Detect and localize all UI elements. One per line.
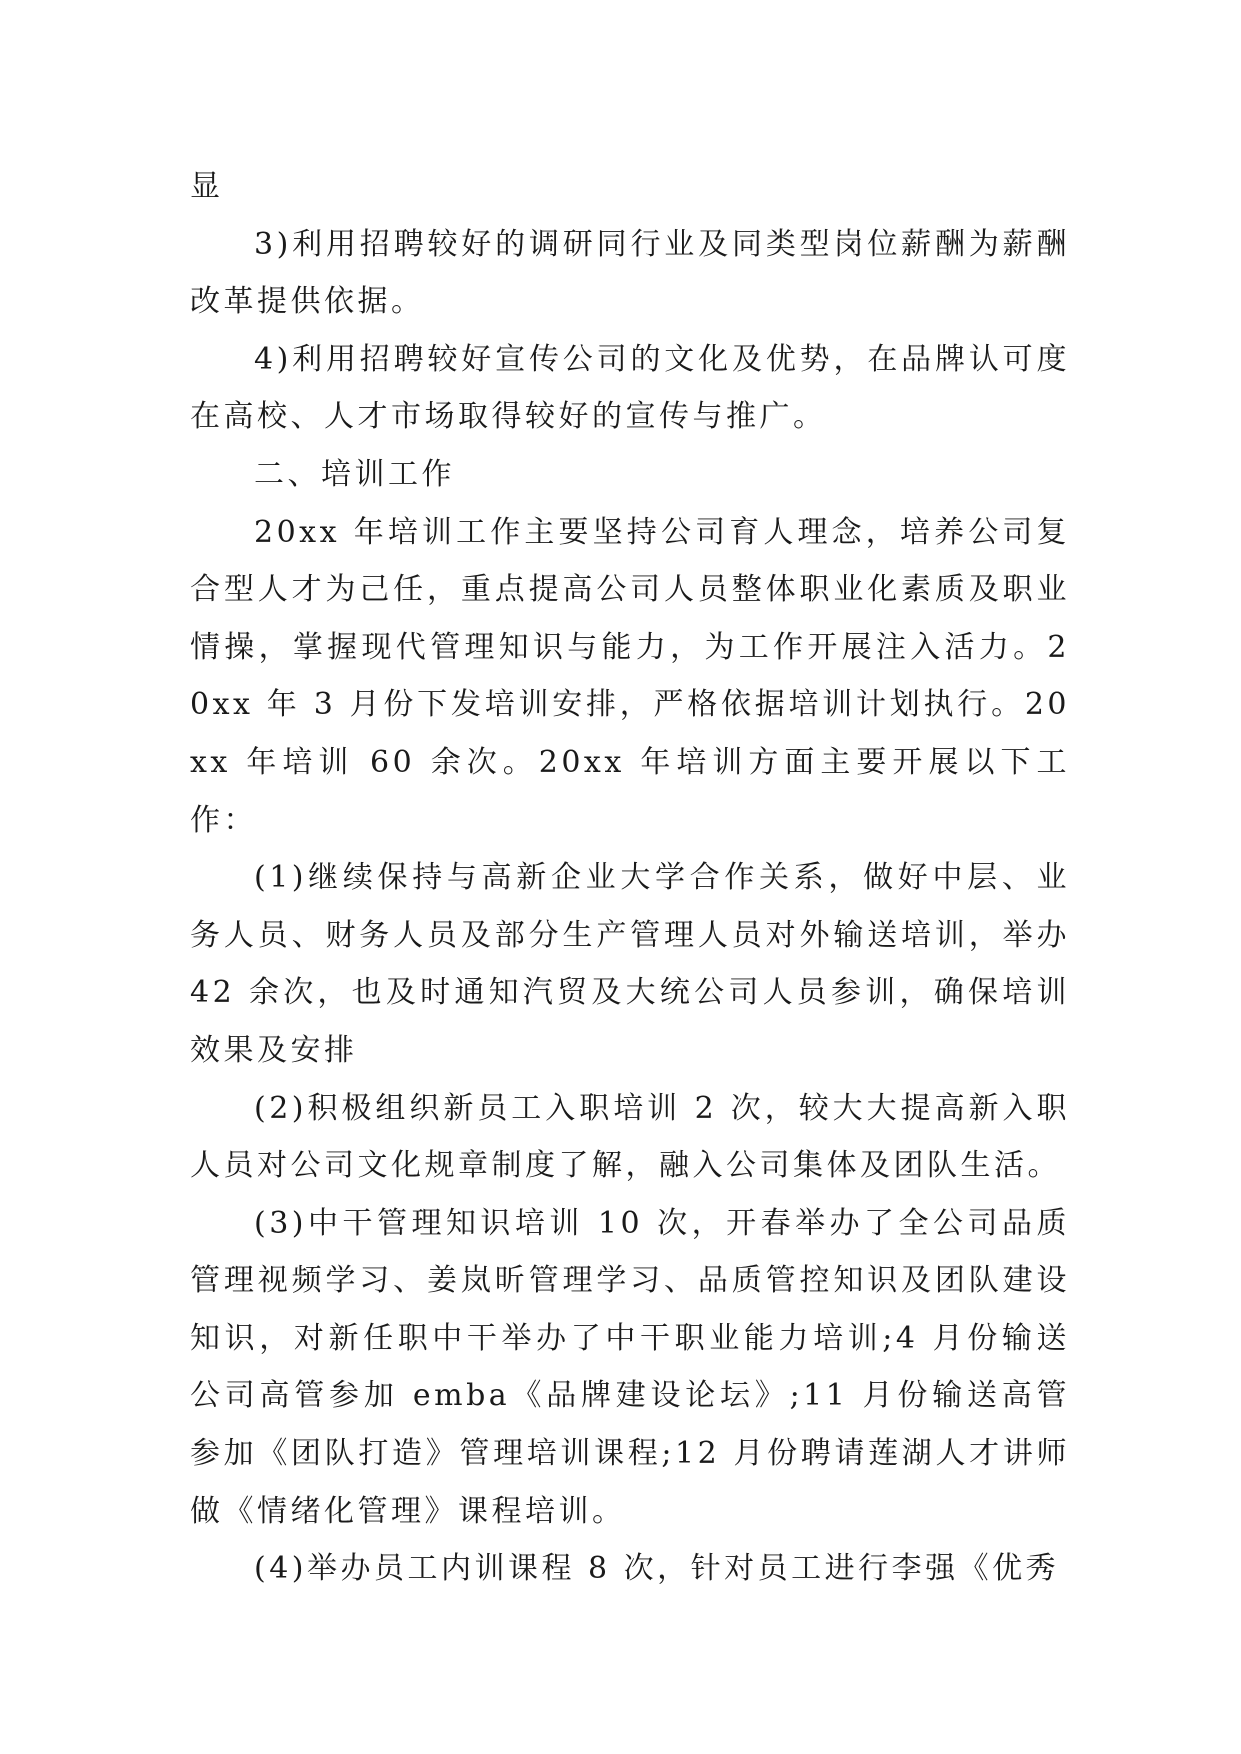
paragraph-training-summary: 20xx 年培训工作主要坚持公司育人理念，培养公司复合型人才为己任，重点提高公司人员整体职业化素质及职业情操，掌握现代管理知识与能力，为工作开展注入活力。20xx 年 3 月份下发培训安排，严格依据培训计划执行。20xx 年培训 60 余次。20xx 年培训方面主要开展以下工作： <box>190 514 1070 838</box>
paragraph-training-item-3: (3)中干管理知识培训 10 次，开春举办了全公司品质管理视频学习、姜岚昕管理学习、品质管控知识及团队建设知识，对新任职中干举办了中干职业能力培训;4 月份输送公司高管参加 emba《品牌建设论坛》;11 月份输送高管参加《团队打造》管理培训课程;12 月份聘请莲湖人才讲师做《情绪化管理》课程培训。 <box>190 1205 1070 1529</box>
paragraph-training-item-2: (2)积极组织新员工入职培训 2 次，较大大提高新入职人员对公司文化规章制度了解，融入公司集体及团队生活。 <box>190 1090 1070 1184</box>
section-heading-training: 二、培训工作 <box>254 456 455 492</box>
paragraph-item-3: 3)利用招聘较好的调研同行业及同类型岗位薪酬为薪酬改革提供依据。 <box>190 226 1070 320</box>
paragraph-item-4: 4)利用招聘较好宣传公司的文化及优势，在品牌认可度在高校、人才市场取得较好的宣传与推广。 <box>190 341 1070 435</box>
document-page <box>190 158 1070 1598</box>
paragraph-training-item-4: (4)举办员工内训课程 8 次，针对员工进行李强《优秀 <box>254 1551 1060 1587</box>
paragraph-training-item-1: (1)继续保持与高新企业大学合作关系，做好中层、业务人员、财务人员及部分生产管理人员对外输送培训，举办 42 余次，也及时通知汽贸及大统公司人员参训，确保培训效果及安排 <box>190 860 1070 1068</box>
paragraph-continuation: 显 <box>190 169 224 204</box>
